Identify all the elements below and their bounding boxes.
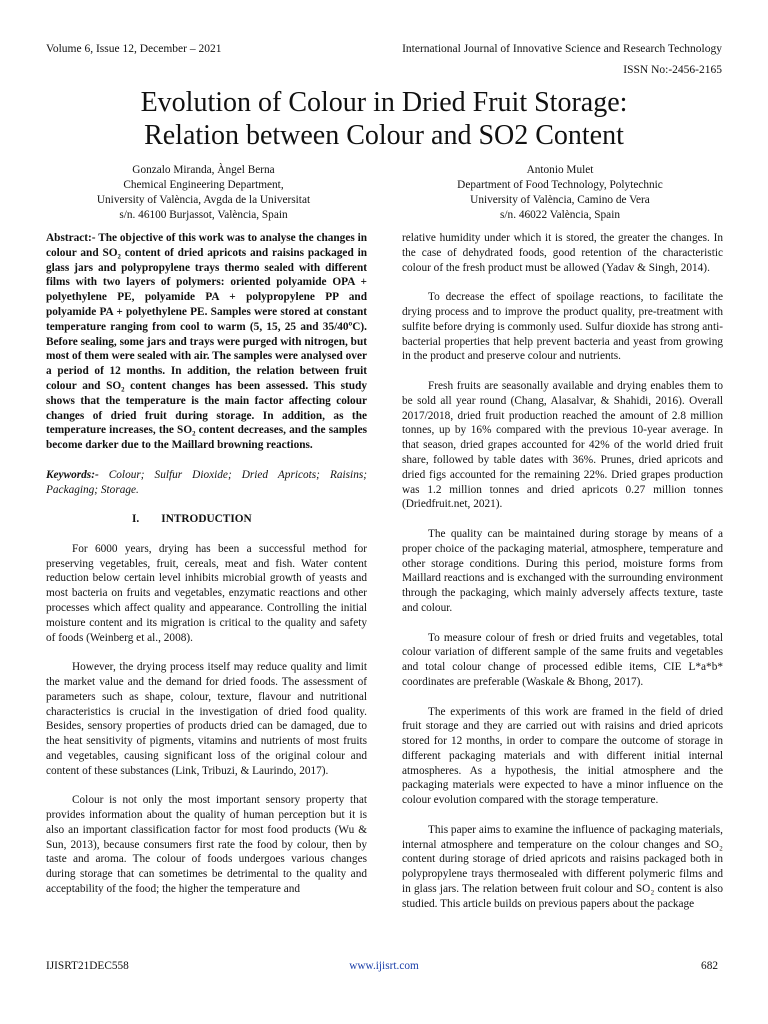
journal-name: International Journal of Innovative Science and Research Technology xyxy=(402,43,722,55)
author-block-left xyxy=(46,163,361,223)
keywords-label: Keywords:- xyxy=(46,468,99,481)
paragraph: Colour is not only the most important sensory property that provides information about the quality of human perception but it is also an important classification factor for most food products (Wu & Sun, 2013), because consumers first rate the food by colour, then by taste and aroma. The colour of foods undergoes various changes during storage that can sometimes be detrimental to the quality and acceptability of the food; the higher the temperature and xyxy=(46,794,367,896)
author-dept: Department of Food Technology, Polytechnic xyxy=(457,179,663,191)
section-title: INTRODUCTION xyxy=(161,513,252,526)
article-id: IJISRT21DEC558 xyxy=(46,960,129,972)
left-column xyxy=(46,231,367,897)
author-addr: s/n. 46100 Burjassot, València, Spain xyxy=(119,209,288,221)
right-column xyxy=(402,231,723,912)
page-number: 682 xyxy=(701,960,718,972)
abstract: Abstract:- The objective of this work was to analyse the changes in colour and SO₂ content of dried apricots and raisins packaged in glass jars and polypropylene trays thermo sealed with different films with two layers of polymers: oriented polyamide OPA + polyethylene PE, polyamide PA + polypropylene PP and polyamide PA + polyethylene PE. Samples were stored at constant temperature ranging from cool to warm (5, 15, 25 and 35/40ºC). Before sealing, some jars and trays were purged with nitrogen, but most of them were sealed with air. The samples were analysed over a period of 12 months. In addition, the relation between fruit colour and SO₂ content changes has been assessed. This study shows that the temperature is the main factor affecting colour changes of dried fruit during storage. In addition, as the temperature increases, the SO₂ content decreases, and the samples become darker due to the Maillard browning reactions. xyxy=(46,232,367,452)
paragraph: To measure colour of fresh or dried fruits and vegetables, total colour variation of different sample of the same fruits and vegetables and total colour change of processed edible items, CIE L*a*b* coordinates are preferable (Waskale & Bhong, 2017). xyxy=(402,631,723,688)
paragraph: For 6000 years, drying has been a successful method for preserving vegetables, fruit, cereals, meat and fish. Water content reduction below certain level inhibits microbial growth of yeasts and most bacteria on fruits and vegetables, enzymatic reactions and other processes which affect quality and appearance. Controlling the initial moisture content and its migration is critical to the quality and safety of foods (Weinberg et al., 2008). xyxy=(46,542,367,644)
paragraph: The quality can be maintained during storage by means of a proper choice of the packaging material, atmosphere, temperature and other storage conditions. During this period, moisture forms from Maillard reactions and is exchanged with the surrounding environment through the packaging, which mainly adversely affects texture, taste and colour. xyxy=(402,527,723,614)
paragraph: The experiments of this work are framed in the field of dried fruit storage and they are carried out with raisins and dried apricots stored for 12 months, in order to compare the outcome of storage in different packaging materials and with different initial internal atmospheres. As a hypothesis, the initial atmosphere and the packaging materials were expected to have a minor influence on the colour evolution compared with the storage temperature. xyxy=(402,705,723,807)
paragraph: To decrease the effect of spoilage reactions, to facilitate the drying process and to improve the product quality, pre-treatment with sulfite before drying is commonly used. Sulfur dioxide has strong anti-bacterial properties that help prevent bacteria and yeast from growing in the product and preserve colour and nutrients. xyxy=(402,291,723,363)
author-univ: University of València, Avgda de la Universitat xyxy=(96,194,311,206)
keywords-text: Colour; Sulfur Dioxide; Dried Apricots; Raisins; Packaging; Storage. xyxy=(46,468,367,496)
section-heading xyxy=(46,512,367,527)
author-block-right xyxy=(400,163,720,223)
section-number: I. xyxy=(132,513,140,526)
paragraph: However, the drying process itself may reduce quality and limit the market value and the demand for dried foods. The assessment of parameters such as shape, colour, texture, flavour and nutritional characteristics is crucial in the investigation of dried food quality. Besides, sensory properties of products dried can be damaged, due to the heat sensitivity of pigments, vitamins and nutrients of most fruits and vegetables, causing significant loss of the original colour and content of these substances (Link, Tribuzi, & Laurindo, 2017). xyxy=(46,661,367,777)
author-addr: s/n. 46022 València, Spain xyxy=(500,209,620,221)
keywords xyxy=(46,468,367,498)
title-line-2: Relation between Colour and SO2 Content xyxy=(144,120,624,151)
issn: ISSN No:-2456-2165 xyxy=(623,64,722,76)
paragraph: relative humidity under which it is stored, the greater the changes. In the case of dehydrated foods, good retention of the characteristic colour of the fresh product must be allowed (Yadav & Singh, 2014). xyxy=(402,232,723,274)
volume-issue: Volume 6, Issue 12, December – 2021 xyxy=(46,43,222,55)
paragraph: Fresh fruits are seasonally available and drying enables them to be sold all year round (Chang, Alasalvar, & Shahidi, 2016). Overall 2017/2018, dried fruit production reached the amount of 2.8 million tonnes, up by 16% compared with the previous 10-year average. In that season, dried grapes accounted for 42% of the world dried fruit share, followed by table dates with 36%. Prunes, dried apricots and dried figs accounted for the remaining 22%. Dried grapes production was 1.2 million tonnes and dried apricots 0.27 million tonnes (Driedfruit.net, 2021). xyxy=(402,379,723,511)
author-univ: University of València, Camino de Vera xyxy=(470,194,650,206)
paragraph: This paper aims to examine the influence of packaging materials, internal atmosphere and temperature on the colour changes and SO₂ content during storage of dried apricots and raisins packaged both in polypropylene trays thermosealed with different polymeric films and in glass jars. The relation between fruit colour and SO₂ content is also studied. This article builds on previous papers about the package xyxy=(402,823,723,910)
author-names: Antonio Mulet xyxy=(526,164,594,176)
author-dept: Chemical Engineering Department, xyxy=(123,179,284,191)
website-link[interactable]: www.ijisrt.com xyxy=(349,960,419,972)
author-names: Gonzalo Miranda, Àngel Berna xyxy=(132,164,275,176)
title-line-1: Evolution of Colour in Dried Fruit Storage: xyxy=(140,87,628,118)
paper-title xyxy=(40,86,728,152)
